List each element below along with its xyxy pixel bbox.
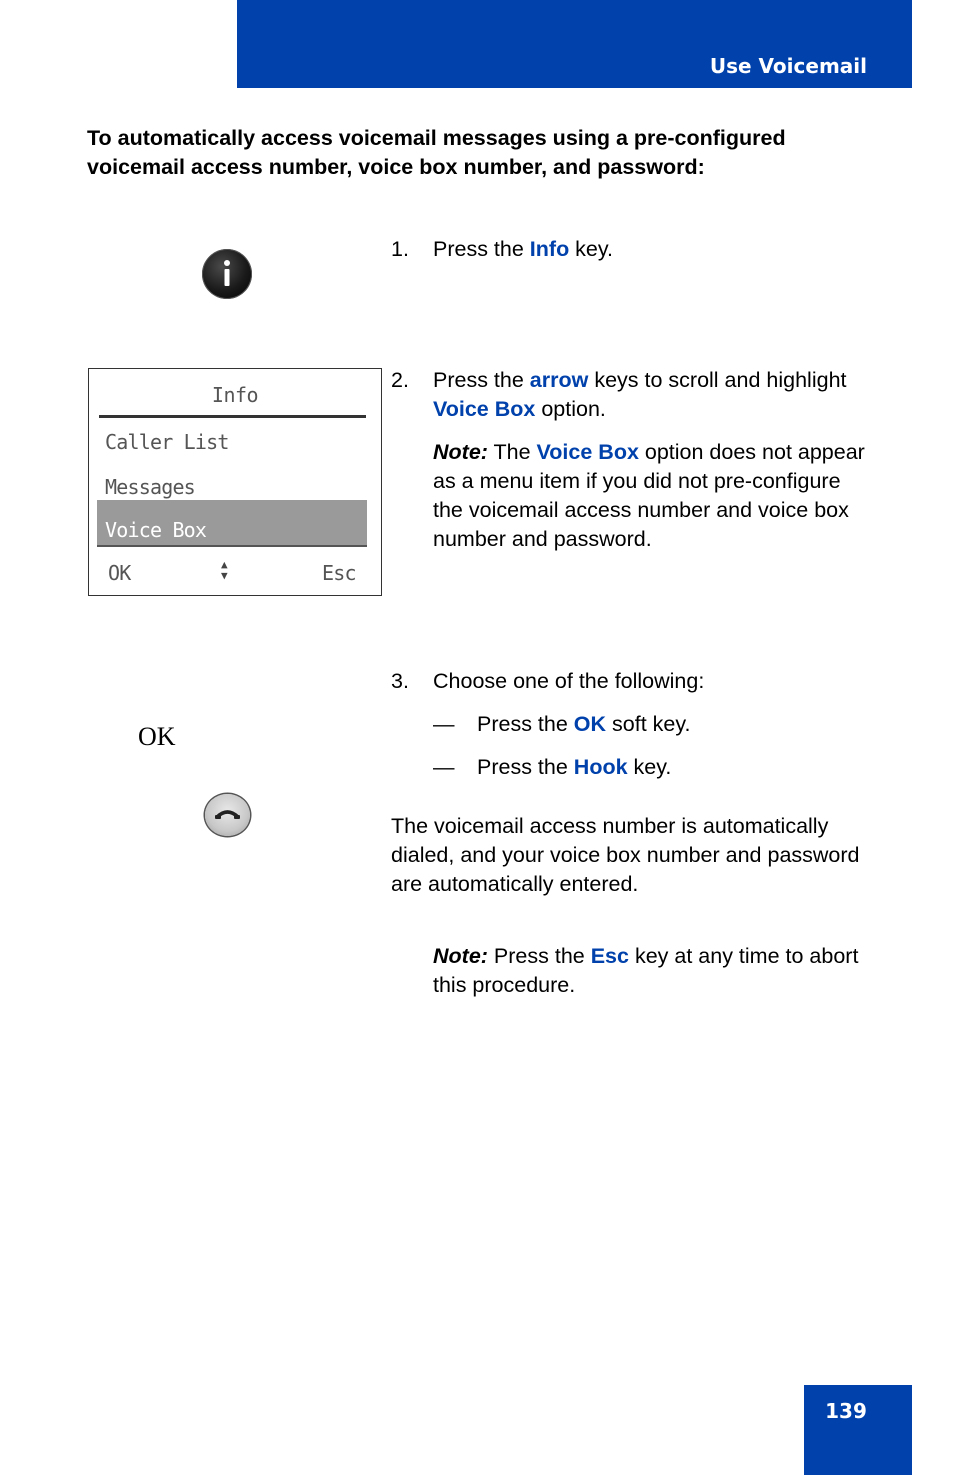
key-name: OK <box>573 712 607 736</box>
menu-item-messages: Messages <box>105 475 195 499</box>
note-text: key at any time to abort this procedure. <box>433 944 859 997</box>
softkey-esc: Esc <box>322 561 356 585</box>
intro-heading: To automatically access voicemail messages using a pre-configured voicemail access number, voice box number, and password: <box>87 126 786 179</box>
step-number: 3. <box>391 669 409 693</box>
option-hook <box>433 753 871 782</box>
key-name: Info <box>529 237 570 261</box>
note-label: Note: <box>433 440 488 464</box>
menu-item-caller-list: Caller List <box>105 430 229 454</box>
display-divider <box>97 545 367 547</box>
key-name: Esc <box>590 944 629 968</box>
step-text: Choose one of the following: <box>433 669 705 693</box>
dash-bullet: — <box>433 755 455 779</box>
display-title: Info <box>211 383 259 407</box>
option-text: Press the <box>477 712 574 736</box>
step-number: 2. <box>391 368 409 392</box>
option-ok <box>433 710 871 739</box>
note <box>433 438 871 554</box>
step-text: Press the <box>433 368 530 392</box>
dash-bullet: — <box>433 712 455 736</box>
key-name: Hook <box>573 755 628 779</box>
display-divider <box>99 415 366 418</box>
note-text: The <box>487 440 537 464</box>
info-key-icon <box>202 249 252 299</box>
step-text: key. <box>569 237 614 261</box>
note-text: Press the <box>487 944 591 968</box>
header-bar <box>237 0 912 88</box>
ok-softkey-label: OK <box>138 722 176 751</box>
phone-display <box>88 368 382 596</box>
note-label: Note: <box>433 944 488 968</box>
result-paragraph: The voicemail access number is automatically dialed, and your voice box number and password are automatically entered. <box>391 814 860 896</box>
key-name: Voice Box <box>536 440 639 464</box>
hook-key-icon <box>205 794 250 836</box>
option-text: key. <box>627 755 672 779</box>
section-title: Use Voicemail <box>709 54 867 78</box>
step-text: keys to scroll and highlight <box>588 368 847 392</box>
option-text: soft key. <box>606 712 691 736</box>
note-text: option does not appear as a menu item if you did not pre-configure the voicemail access number and voice box number and password. <box>433 440 865 551</box>
softkey-ok: OK <box>108 561 131 585</box>
step-number: 1. <box>391 237 409 261</box>
key-name: Voice Box <box>433 397 536 421</box>
page-number: 139 <box>825 1399 867 1423</box>
step-text: Press the <box>433 237 530 261</box>
option-text: Press the <box>477 755 574 779</box>
step-text: option. <box>535 397 606 421</box>
menu-item-voice-box: Voice Box <box>105 518 207 542</box>
step-3 <box>391 667 871 782</box>
note <box>433 942 873 1000</box>
step-2 <box>391 366 871 554</box>
step-1 <box>391 235 871 264</box>
scroll-arrows-icon: ▲ ▼ <box>221 558 228 582</box>
key-name: arrow <box>529 368 589 392</box>
page-number-box <box>804 1385 912 1475</box>
